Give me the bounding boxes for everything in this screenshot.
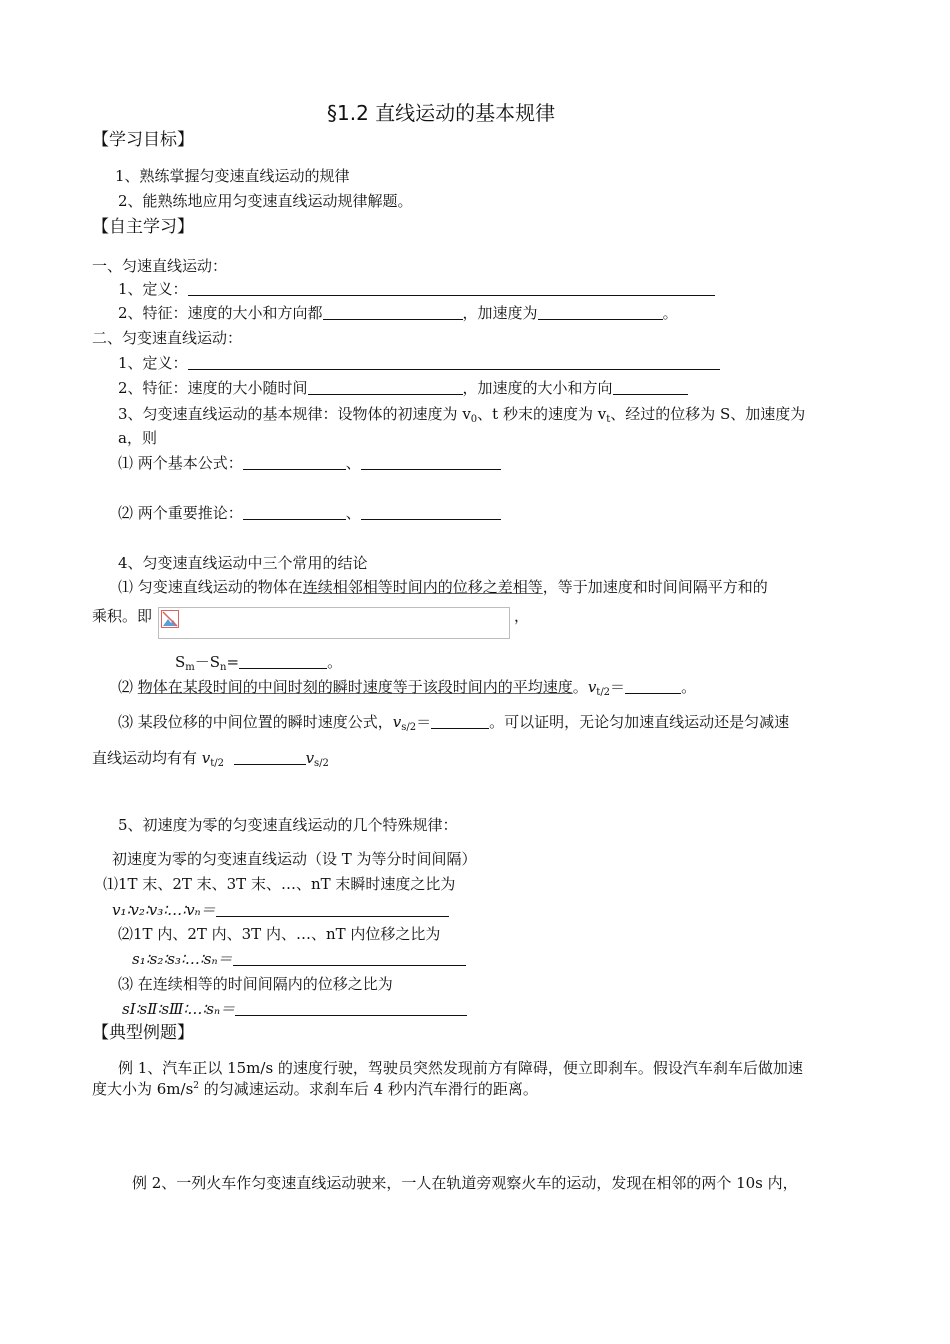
conclusions-heading: 4、匀变速直线运动中三个常用的结论 bbox=[118, 554, 368, 572]
example-1-sup: 2 bbox=[193, 1081, 200, 1091]
conclusion-3-v1-sub: t/2 bbox=[210, 758, 225, 769]
special-rule-2: ⑵1T 内、2T 内、3T 内、…、nT 内位移之比为 bbox=[118, 925, 441, 943]
variable-feature-text-a: 2、特征：速度的大小随时间 bbox=[118, 379, 308, 397]
formula-minus-s: －S bbox=[194, 653, 221, 671]
broken-image-icon bbox=[161, 610, 179, 628]
variable-definition-label: 1、定义： bbox=[118, 354, 188, 372]
basic-formula-blank-2[interactable] bbox=[361, 455, 501, 470]
special-rules-intro: 初速度为零的匀变速直线运动（设 T 为等分时间间隔） bbox=[112, 850, 477, 868]
formula-end: 。 bbox=[327, 653, 343, 671]
conclusion-3-v1: v bbox=[201, 749, 211, 767]
basic-rules-line-1 bbox=[118, 404, 805, 424]
self-study-heading: 【自主学习】 bbox=[92, 217, 194, 237]
conclusion-2-num: ⑵ bbox=[118, 678, 138, 696]
conclusion-3-line-1 bbox=[118, 712, 789, 732]
conclusion-2-underlined: 物体在某段时间的中间时刻的瞬时速度等于该段时间内的平均速度 bbox=[137, 678, 573, 696]
basic-rules-text-c: 、t 秒末的速度为 v bbox=[477, 405, 607, 423]
conclusion-2-end: 。 bbox=[681, 678, 697, 696]
corollaries bbox=[118, 503, 501, 523]
variable-definition-blank[interactable] bbox=[188, 355, 720, 370]
uniform-definition-label: 1、定义： bbox=[118, 280, 188, 298]
special-rule-1-formula bbox=[112, 900, 449, 920]
conclusion-2 bbox=[118, 677, 696, 697]
corollaries-sep: 、 bbox=[345, 504, 361, 522]
corollary-blank-2[interactable] bbox=[361, 505, 501, 520]
basic-formulas bbox=[118, 453, 501, 473]
conclusion-3-v: v bbox=[392, 713, 402, 731]
conclusion-3-eq: ＝ bbox=[416, 713, 432, 731]
special-rule-3: ⑶ 在连续相等的时间间隔内的位移之比为 bbox=[118, 975, 393, 993]
uniform-feature-text-a: 2、特征：速度的大小和方向都 bbox=[118, 304, 323, 322]
formula-m-subscript: m bbox=[185, 662, 195, 673]
corollaries-label: ⑵ 两个重要推论： bbox=[118, 504, 243, 522]
objective-1: 1、熟练掌握匀变速直线运动的规律 bbox=[115, 167, 350, 185]
basic-formula-blank-1[interactable] bbox=[243, 455, 346, 470]
vt-subscript: t bbox=[606, 414, 611, 425]
basic-rules-text-a: 3、匀变速直线运动的基本规律：设物体的初速度为 v bbox=[118, 405, 471, 423]
example-1-text-b: 的匀减速运动。求刹车后 4 秒内汽车滑行的距离。 bbox=[199, 1080, 538, 1098]
special-rule-1: ⑴1T 末、2T 末、3T 末、…、nT 末瞬时速度之比为 bbox=[103, 875, 456, 893]
variable-definition bbox=[118, 353, 720, 373]
conclusion-1-comma: ， bbox=[514, 607, 530, 625]
conclusion-2-blank[interactable] bbox=[625, 679, 681, 694]
conclusion-3-v2: v bbox=[305, 749, 315, 767]
formula-s: S bbox=[175, 653, 186, 671]
conclusion-3-sub: s/2 bbox=[401, 722, 417, 733]
uniform-definition-blank[interactable] bbox=[188, 281, 715, 296]
examples-heading: 【典型例题】 bbox=[92, 1023, 194, 1043]
variable-feature bbox=[118, 378, 688, 398]
conclusion-3-line-2 bbox=[92, 748, 329, 768]
conclusion-3-blank-1[interactable] bbox=[431, 714, 489, 729]
special-rule-2-formula-text: s₁∶s₂∶s₃∶…∶sₙ＝ bbox=[132, 950, 233, 968]
objectives-heading: 【学习目标】 bbox=[92, 130, 194, 150]
conclusion-3-blank-2[interactable] bbox=[234, 750, 306, 765]
special-rule-1-formula-text: v₁∶v₂∶v₃∶…∶vₙ＝ bbox=[112, 901, 216, 919]
conclusion-1-line-2: 乘积。即 bbox=[92, 607, 153, 625]
conclusion-3-v2-sub: s/2 bbox=[314, 758, 329, 769]
conclusion-2-period: 。 bbox=[572, 678, 588, 696]
conclusion-2-eq: ＝ bbox=[610, 678, 626, 696]
objective-2: 2、能熟练地应用匀变速直线运动规律解题。 bbox=[118, 192, 413, 210]
special-rule-3-formula bbox=[122, 999, 467, 1019]
special-rule-2-formula bbox=[132, 949, 466, 969]
special-rules-heading: 5、初速度为零的匀变速直线运动的几个特殊规律： bbox=[118, 816, 458, 834]
uniform-motion-heading: 一、匀速直线运动： bbox=[92, 257, 228, 275]
example-1-text-a: 度大小为 6m/s bbox=[92, 1080, 194, 1098]
conclusion-3-text-a: ⑶ 某段位移的中间位置的瞬时速度公式， bbox=[118, 713, 393, 731]
uniform-feature-text-c: 。 bbox=[662, 304, 678, 322]
conclusion-3-text-b: 。可以证明，无论匀加速直线运动还是匀减速 bbox=[489, 713, 790, 731]
example-1-line-1: 例 1、汽车正以 15m/s 的速度行驶，驾驶员突然发现前方有障碍，便立即刹车。假设汽车刹车后做加速 bbox=[118, 1059, 803, 1077]
basic-rules-text-e: 、经过的位移为 S、加速度为 bbox=[610, 405, 806, 423]
basic-formulas-sep: 、 bbox=[345, 454, 361, 472]
page-title: §1.2 直线运动的基本规律 bbox=[327, 101, 556, 125]
conclusion-2-sub: t/2 bbox=[596, 687, 611, 698]
basic-formulas-label: ⑴ 两个基本公式： bbox=[118, 454, 243, 472]
corollary-blank-1[interactable] bbox=[243, 505, 346, 520]
example-1-line-2 bbox=[92, 1079, 538, 1099]
uniform-feature-blank-1[interactable] bbox=[323, 305, 463, 320]
formula-n-subscript: n bbox=[220, 662, 227, 673]
conclusion-1-formula bbox=[175, 652, 342, 672]
conclusion-2-v: v bbox=[587, 678, 597, 696]
special-rule-3-blank[interactable] bbox=[235, 1001, 467, 1016]
variable-feature-blank-1[interactable] bbox=[308, 380, 463, 395]
broken-image-placeholder bbox=[158, 607, 510, 639]
conclusion-1-blank[interactable] bbox=[239, 654, 327, 669]
special-rule-1-blank[interactable] bbox=[216, 902, 449, 917]
example-2-line-1: 例 2、一列火车作匀变速直线运动驶来，一人在轨道旁观察火车的运动，发现在相邻的两个 10s 内， bbox=[132, 1174, 798, 1192]
special-rule-2-blank[interactable] bbox=[233, 951, 466, 966]
variable-feature-text-b: ，加速度的大小和方向 bbox=[462, 379, 613, 397]
formula-equals: = bbox=[226, 653, 240, 671]
special-rule-3-formula-text: sⅠ∶sⅡ∶sⅢ∶…∶sₙ＝ bbox=[122, 1000, 236, 1018]
uniform-feature bbox=[118, 303, 678, 323]
conclusion-1-line-1 bbox=[118, 577, 768, 597]
uniform-definition bbox=[118, 279, 715, 299]
conclusion-1-text-a: ⑴ 匀变速直线运动的物体在 bbox=[118, 578, 303, 596]
conclusion-1-text-c: ，等于加速度和时间间隔平方和的 bbox=[542, 578, 768, 596]
variable-motion-heading: 二、匀变速直线运动： bbox=[92, 329, 243, 347]
uniform-feature-text-b: ，加速度为 bbox=[462, 304, 538, 322]
variable-feature-blank-2[interactable] bbox=[613, 380, 688, 395]
conclusion-3-line-2-text: 直线运动均有有 bbox=[92, 749, 202, 767]
v0-subscript: 0 bbox=[470, 414, 478, 425]
basic-rules-line-2: a，则 bbox=[118, 429, 157, 447]
conclusion-1-underlined: 连续相邻相等时间内的位移之差相等 bbox=[302, 578, 543, 596]
uniform-feature-blank-2[interactable] bbox=[538, 305, 663, 320]
